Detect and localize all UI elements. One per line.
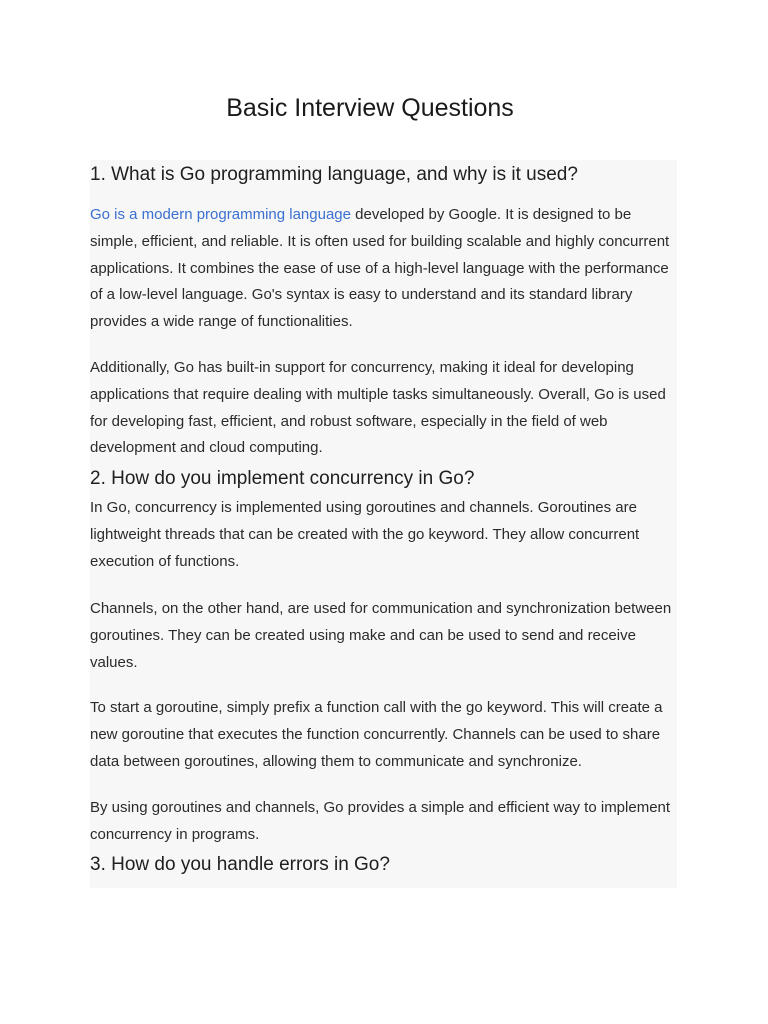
question-3-heading: 3. How do you handle errors in Go? (90, 854, 390, 875)
question-2-paragraph-4: By using goroutines and channels, Go provides a simple and efficient way to implement concurrency in programs. (90, 799, 671, 843)
question-2-paragraph-1: In Go, concurrency is implemented using goroutines and channels. Goroutines are lightweight threads that can be created with the go keyword. They allow concurrent execution of functions. (90, 499, 640, 570)
question-1-paragraph-1 (90, 202, 677, 336)
go-language-link[interactable]: Go is a modern programming language (90, 206, 351, 223)
question-1-paragraph-1-text: developed by Google. It is designed to be simple, efficient, and reliable. It is often used for building scalable and highly concurrent applications. It combines the ease of use of a high-level language with the performance of a low-level language. Go's syntax is easy to understand and its standard library provides a wide range of functionalities. (90, 206, 670, 331)
question-2-heading: 2. How do you implement concurrency in Go? (90, 468, 475, 489)
question-1-heading: 1. What is Go programming language, and why is it used? (90, 164, 578, 185)
content-block (90, 160, 677, 888)
page-title: Basic Interview Questions (226, 94, 514, 122)
question-2-paragraph-3: To start a goroutine, simply prefix a function call with the go keyword. This will create a new goroutine that executes the function concurrently. Channels can be used to share data between goroutines, allowing them to communicate and synchronize. (90, 699, 663, 770)
question-2-paragraph-2: Channels, on the other hand, are used for communication and synchronization between goroutines. They can be created using make and can be used to send and receive values. (90, 600, 672, 671)
question-1-paragraph-2: Additionally, Go has built-in support for concurrency, making it ideal for developing applications that require dealing with multiple tasks simultaneously. Overall, Go is used for developing fast, efficient, and robust software, especially in the field of web development and cloud computing. (90, 359, 666, 457)
